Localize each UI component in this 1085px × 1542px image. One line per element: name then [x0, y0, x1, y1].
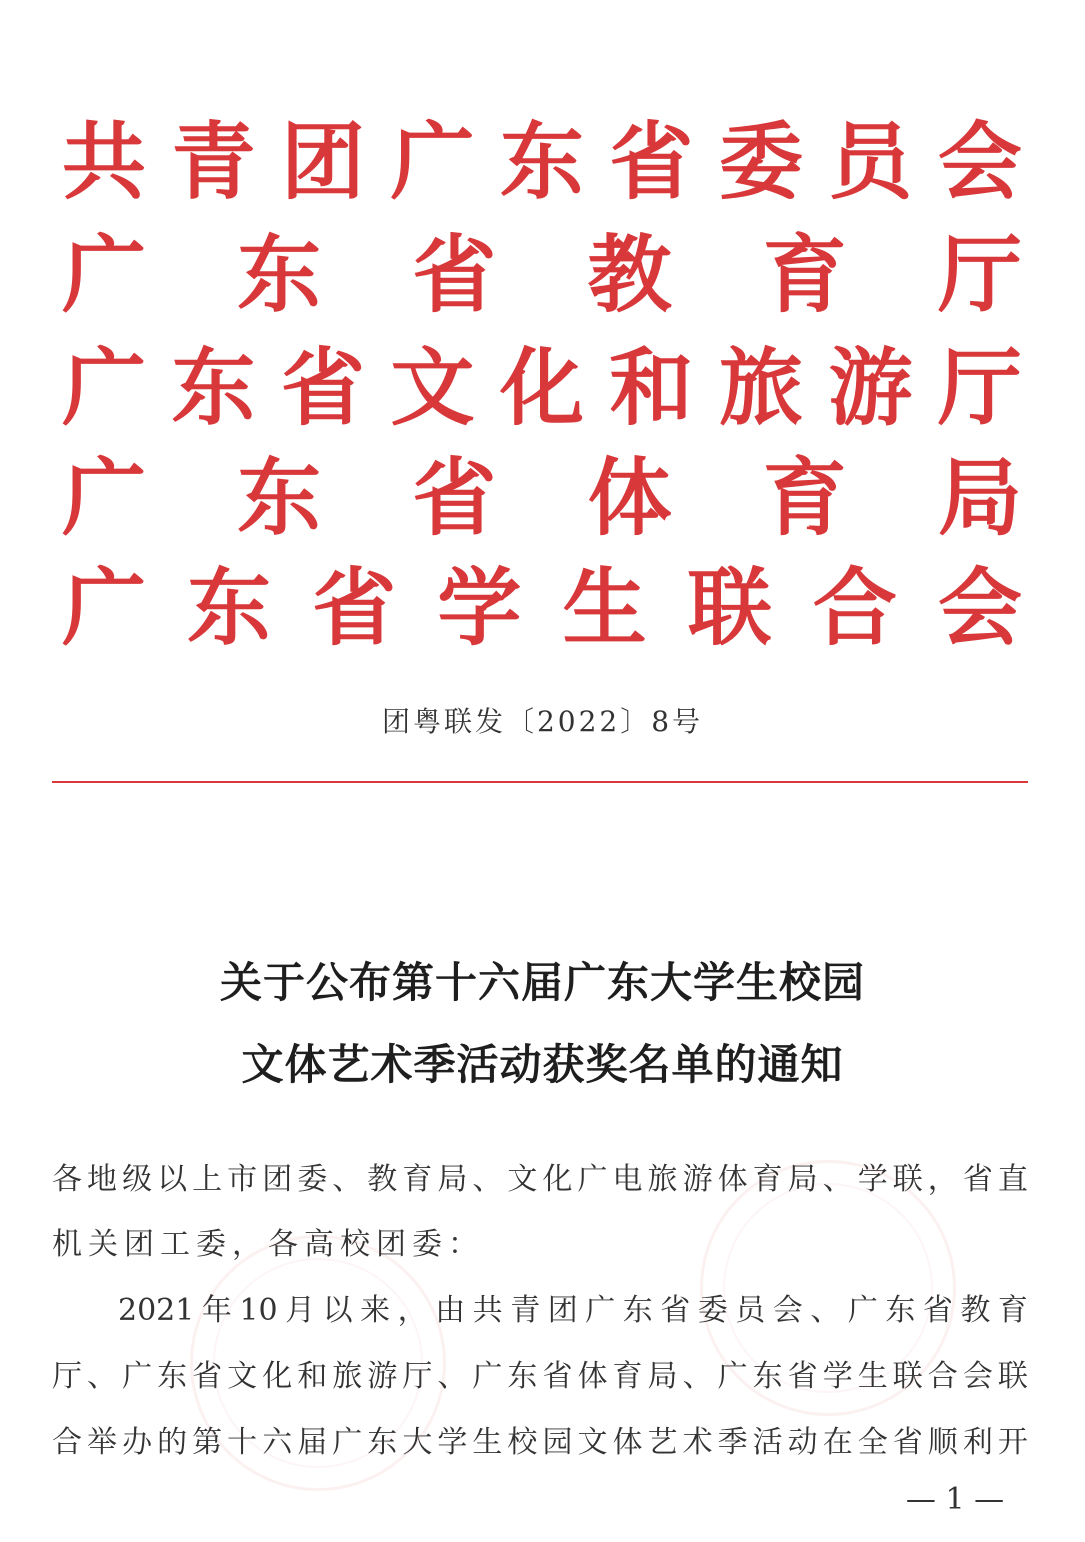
glyph: 学 [822, 1359, 853, 1394]
issuer-line-culture-tourism-department [62, 338, 1022, 438]
glyph: 省 [787, 1359, 818, 1394]
glyph: 生 [472, 1425, 503, 1460]
glyph: 委 [297, 1162, 328, 1197]
issuer-line-education-department [62, 225, 1022, 325]
glyph: 省 [412, 225, 497, 324]
glyph: 东 [367, 1425, 398, 1460]
glyph: 和 [297, 1359, 328, 1394]
glyph: 合 [927, 1359, 958, 1394]
glyph: 局 [647, 1359, 678, 1394]
glyph: 广 [472, 1359, 503, 1394]
glyph: 广 [62, 338, 147, 437]
glyph: 动 [787, 1425, 818, 1460]
glyph: 育 [402, 1162, 433, 1197]
red-divider [52, 781, 1028, 783]
glyph: 利 [962, 1425, 993, 1460]
glyph: 地 [87, 1162, 118, 1197]
glyph: 游 [367, 1359, 398, 1394]
glyph: 术 [682, 1425, 713, 1460]
glyph: 教 [960, 1293, 991, 1328]
glyph: 省 [192, 1359, 223, 1394]
glyph: 旅 [647, 1162, 678, 1197]
glyph: 青 [171, 112, 256, 211]
glyph: 会 [937, 558, 1022, 657]
glyph: 省 [962, 1162, 993, 1197]
glyph: 办 [122, 1425, 153, 1460]
glyph: 育 [752, 1162, 783, 1197]
glyph: 十 [227, 1425, 258, 1460]
glyph: 厅 [937, 225, 1022, 324]
glyph: 的 [157, 1425, 188, 1460]
glyph: 文 [227, 1359, 258, 1394]
glyph: 旅 [332, 1359, 363, 1394]
glyph: 校 [507, 1425, 538, 1460]
glyph: 体 [612, 1425, 643, 1460]
glyph: 东 [507, 1359, 538, 1394]
glyph: 在 [822, 1425, 853, 1460]
glyph: 会 [937, 112, 1022, 211]
body-line [52, 1354, 1028, 1400]
glyph: 生 [562, 558, 647, 657]
glyph: 会 [962, 1359, 993, 1394]
glyph: 广 [62, 558, 147, 657]
body-line: 机关团工委，各高校团委： [52, 1227, 484, 1262]
glyph: 省 [609, 112, 694, 211]
glyph: 、 [810, 1293, 841, 1328]
glyph: 广 [62, 225, 147, 324]
glyph: 广 [847, 1293, 878, 1328]
glyph: 旅 [718, 338, 803, 437]
glyph: 月 [285, 1293, 316, 1328]
glyph: 体 [587, 448, 672, 547]
glyph: 年 [201, 1293, 232, 1328]
glyph: 生 [857, 1359, 888, 1394]
body-line [118, 1288, 1028, 1334]
glyph: 联 [687, 558, 772, 657]
glyph: 厅 [402, 1359, 433, 1394]
glyph: 省 [660, 1293, 691, 1328]
glyph: 来 [360, 1293, 391, 1328]
glyph: 、 [682, 1359, 713, 1394]
glyph: 广 [332, 1425, 363, 1460]
glyph: 东 [885, 1293, 916, 1328]
glyph: 委 [697, 1293, 728, 1328]
glyph: 广 [717, 1359, 748, 1394]
notice-title-line-1: 关于公布第十六届广东大学生校园 [219, 958, 865, 1007]
glyph: 学 [437, 558, 522, 657]
notice-title-line-2: 文体艺术季活动获奖名单的通知 [241, 1040, 844, 1089]
glyph: 东 [171, 338, 256, 437]
glyph: 局 [787, 1162, 818, 1197]
page-number: — 1 — [905, 1482, 1005, 1517]
glyph: ， [397, 1293, 428, 1328]
glyph: 文 [507, 1162, 538, 1197]
glyph: 和 [609, 338, 694, 437]
glyph: 团 [280, 112, 365, 211]
glyph: 教 [587, 225, 672, 324]
glyph: 青 [510, 1293, 541, 1328]
glyph: 省 [892, 1425, 923, 1460]
glyph: 2021 [118, 1293, 195, 1328]
glyph: 育 [612, 1359, 643, 1394]
body-line [52, 1420, 1028, 1466]
glyph: 共 [62, 112, 147, 211]
glyph: 文 [577, 1425, 608, 1460]
issuer-line-communist-youth-league [62, 112, 1022, 212]
glyph: 游 [828, 338, 913, 437]
glyph: 东 [237, 448, 322, 547]
glyph: 活 [752, 1425, 783, 1460]
issuer-line-sports-bureau [62, 448, 1022, 548]
glyph: 合 [812, 558, 897, 657]
glyph: 顺 [927, 1425, 958, 1460]
glyph: 、 [822, 1162, 853, 1197]
glyph: 开 [997, 1425, 1028, 1460]
glyph: 会 [772, 1293, 803, 1328]
glyph: 由 [435, 1293, 466, 1328]
glyph: 广 [62, 448, 147, 547]
glyph: 广 [122, 1359, 153, 1394]
glyph: 联 [892, 1162, 923, 1197]
glyph: 、 [87, 1359, 118, 1394]
glyph: 上 [192, 1162, 223, 1197]
glyph: 省 [542, 1359, 573, 1394]
glyph: 局 [437, 1162, 468, 1197]
glyph: 合 [52, 1425, 82, 1460]
glyph: 举 [87, 1425, 118, 1460]
glyph: 东 [499, 112, 584, 211]
glyph: 全 [857, 1425, 888, 1460]
glyph: 体 [717, 1162, 748, 1197]
glyph: 市 [227, 1162, 258, 1197]
glyph: 东 [752, 1359, 783, 1394]
glyph: 10 [239, 1293, 278, 1328]
glyph: 、 [437, 1359, 468, 1394]
glyph: 、 [472, 1162, 503, 1197]
glyph: 省 [412, 448, 497, 547]
glyph: 团 [547, 1293, 578, 1328]
glyph: 联 [892, 1359, 923, 1394]
document-number: 团粤联发〔2022〕8号 [381, 705, 704, 738]
glyph: 直 [997, 1162, 1028, 1197]
glyph: 团 [262, 1162, 293, 1197]
issuer-line-student-federation [62, 558, 1022, 658]
glyph: 化 [542, 1162, 573, 1197]
glyph: 育 [762, 448, 847, 547]
glyph: 学 [437, 1425, 468, 1460]
glyph: 六 [262, 1425, 293, 1460]
glyph: 艺 [647, 1425, 678, 1460]
glyph: 厅 [52, 1359, 82, 1394]
glyph: 厅 [937, 338, 1022, 437]
glyph: 育 [997, 1293, 1028, 1328]
glyph: 、 [332, 1162, 363, 1197]
glyph: 大 [402, 1425, 433, 1460]
glyph: 各 [52, 1162, 82, 1197]
glyph: 东 [157, 1359, 188, 1394]
glyph: 届 [297, 1425, 328, 1460]
glyph: 联 [997, 1359, 1028, 1394]
glyph: 省 [922, 1293, 953, 1328]
glyph: 教 [367, 1162, 398, 1197]
glyph: 体 [577, 1359, 608, 1394]
glyph: 省 [280, 338, 365, 437]
glyph: 以 [157, 1162, 188, 1197]
body-line [52, 1157, 1028, 1203]
glyph: 文 [390, 338, 475, 437]
glyph: 员 [735, 1293, 766, 1328]
glyph: 广 [577, 1162, 608, 1197]
glyph: 委 [718, 112, 803, 211]
glyph: 东 [622, 1293, 653, 1328]
glyph: 东 [237, 225, 322, 324]
glyph: 第 [192, 1425, 223, 1460]
glyph: 育 [762, 225, 847, 324]
glyph: 季 [717, 1425, 748, 1460]
glyph: 学 [857, 1162, 888, 1197]
glyph: 化 [499, 338, 584, 437]
glyph: ， [927, 1162, 958, 1197]
glyph: 游 [682, 1162, 713, 1197]
glyph: 以 [322, 1293, 353, 1328]
glyph: 广 [390, 112, 475, 211]
glyph: 局 [937, 448, 1022, 547]
glyph: 员 [828, 112, 913, 211]
glyph: 级 [122, 1162, 153, 1197]
glyph: 省 [312, 558, 397, 657]
glyph: 东 [187, 558, 272, 657]
glyph: 共 [472, 1293, 503, 1328]
glyph: 广 [585, 1293, 616, 1328]
glyph: 化 [262, 1359, 293, 1394]
glyph: 电 [612, 1162, 643, 1197]
glyph: 园 [542, 1425, 573, 1460]
